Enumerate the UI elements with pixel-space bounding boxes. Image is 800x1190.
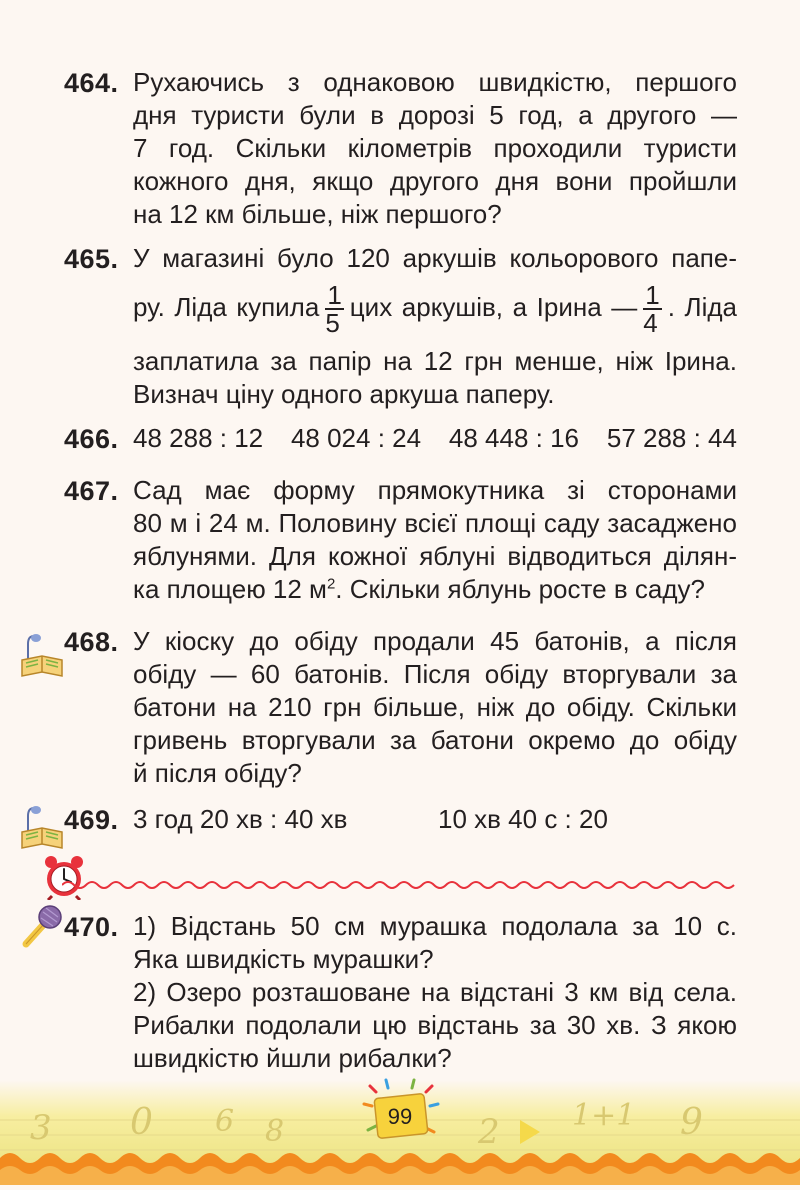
problem-text: 1) Відстань 50 см мурашка подолала за 10 с. Яка швидкість мурашки? 2) Озеро розташоване на відстані 3 км від села. Рибалки подолали цю відстань за 30 хв. З якою швидкістю йшли рибалки?: [133, 911, 737, 1073]
problem-number: 465.: [64, 244, 119, 274]
book-lamp-icon: [20, 802, 64, 852]
deco-digit: 3: [30, 1108, 52, 1148]
problem-text: Сад має форму прямокутника зі сторонами 80 м і 24 м. Половину всієї площі саду засаджено яблунями. Для кожної яблуні відводиться ділян- ка площею 12 $м^2$. Скільки яблунь росте в саду?: [133, 475, 737, 604]
problem-expressions: 48 288 : 12 48 024 : 24 48 448 : 16 57 288 : 44: [133, 423, 737, 453]
deco-digit: 9: [680, 1102, 703, 1143]
problem-number: 468.: [64, 627, 119, 657]
problem-number: 467.: [64, 476, 119, 506]
microphone-icon: [20, 904, 64, 948]
problem-expressions: 3 год 20 хв : 40 хв 10 хв 40 с : 20: [133, 804, 608, 834]
problem-number: 466.: [64, 424, 119, 454]
alarm-clock-icon: [42, 854, 86, 900]
fraction-one-quarter: $\frac{1}{4}$: [643, 280, 660, 339]
deco-digit: 0: [130, 1102, 153, 1143]
page-number: 99: [387, 1104, 413, 1129]
page-number-badge: [358, 1078, 442, 1150]
wavy-divider: [62, 878, 740, 892]
problem-text: У кіоску до обіду продали 45 батонів, а після обіду — 60 батонів. Після обіду вторгували за батони на 210 грн більше, ніж до обіду. Скільки гривень вторгували за батони окремо до обіду й після обіду?: [133, 626, 737, 788]
deco-digit: 2: [478, 1112, 500, 1152]
problem-number: 469.: [64, 805, 119, 835]
arrow-icon: [520, 1120, 540, 1144]
book-lamp-icon: [20, 630, 64, 680]
deco-digit: 1+1: [572, 1098, 636, 1133]
problem-number: 464.: [64, 68, 119, 98]
deco-digit: 8: [265, 1114, 285, 1149]
fraction-one-fifth: $\frac{1}{5}$: [325, 280, 342, 339]
problem-text: Рухаючись з однаковою швидкістю, першого дня туристи були в дорозі 5 год, а другого — 7 год. Скільки кілометрів проходили туристи кожного дня, якщо другого дня вони пройшли на 12 км більше, ніж першого?: [133, 67, 737, 229]
problem-number: 470.: [64, 912, 119, 942]
deco-digit: 6: [215, 1104, 235, 1139]
problem-text: У магазині було 120 аркушів кольорового папе- ру. Ліда купила $\frac{1}{5}$ цих аркушів, а Ірина — $\frac{1}{4}$ . Ліда заплатила за папір на 12 грн менше, ніж Ірина. Визнач ціну одного аркуша паперу.: [133, 243, 737, 409]
